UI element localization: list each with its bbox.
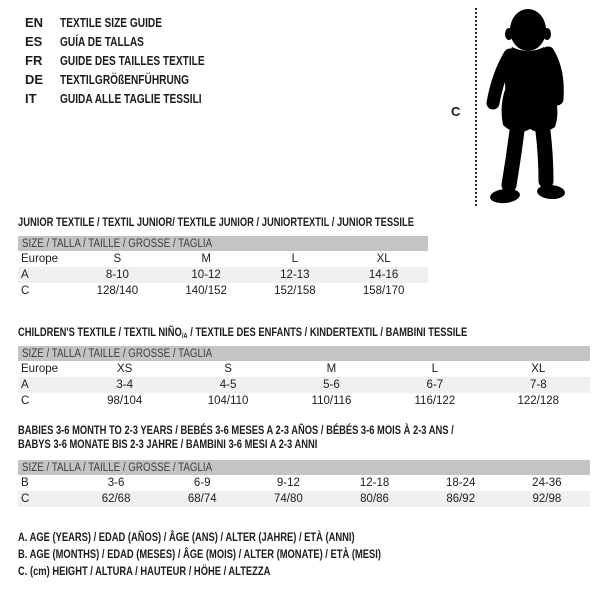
lang-row-de (25, 70, 245, 89)
footnote-b-text: B. AGE (MONTHS) / EDAD (MESES) / ÂGE (MOIS) / ALTER (MONATE) / ETÀ (MESI) (18, 547, 381, 561)
table-cell: 158/170 (362, 285, 405, 297)
height-marker-line (475, 8, 477, 206)
height-marker-label: C (451, 104, 461, 119)
table-cell: Europe (21, 363, 59, 375)
table-cell: 9-12 (276, 477, 300, 489)
lang-code: DE (25, 72, 44, 87)
table-cell: 86/92 (418, 491, 504, 507)
table-cell: 14-16 (339, 267, 428, 283)
babies-table-title (18, 423, 577, 451)
table-cell: 104/110 (207, 395, 249, 407)
table-cell: 6-7 (383, 377, 486, 393)
footnote-b (18, 546, 483, 563)
language-guide (25, 13, 245, 108)
lang-code: IT (25, 91, 37, 106)
table-cell: 122/128 (517, 395, 560, 407)
lang-code: ES (25, 34, 43, 49)
footnote-c-text: C. (cm) HEIGHT / ALTURA / HAUTEUR / HÖHE / ALTEZZA (18, 564, 271, 578)
table-cell: 6-9 (193, 477, 211, 489)
table-cell: 68/74 (159, 491, 245, 507)
babies-table-title-line1: BABIES 3-6 MONTH TO 2-3 YEARS / BEBÉS 3-6 MESES A 2-3 AÑOS / BÉBÉS 3-6 MOIS À 2-3 ANS / (18, 423, 454, 437)
table-cell: 98/104 (107, 395, 143, 407)
lang-row-it (25, 89, 245, 108)
table-cell: L (431, 363, 439, 375)
footnotes (18, 529, 483, 580)
table-cell: XL (376, 253, 391, 265)
lang-label: TEXTILGRÖßENFÜHRUNG (60, 72, 190, 87)
toddler-silhouette-icon (482, 5, 582, 207)
table-cell: 140/152 (185, 285, 227, 297)
table-cell: 62/68 (73, 491, 159, 507)
table-cell: M (326, 363, 337, 375)
footnote-a-text: A. AGE (YEARS) / EDAD (AÑOS) / ÂGE (ANS) / ALTER (JAHRE) / ETÀ (ANNI) (18, 530, 355, 544)
table-cell: 3-6 (107, 477, 125, 489)
size-header-label: SIZE / TALLA / TAILLE / GRÖSSE / TAGLIA (22, 237, 213, 250)
table-cell: C (21, 395, 30, 407)
children-title-pre: CHILDREN'S TEXTILE / TEXTIL NIÑO (18, 325, 182, 339)
babies-size-table (18, 460, 590, 507)
table-cell: XS (117, 363, 133, 375)
table-cell: 12-18 (359, 477, 390, 489)
table-row (18, 475, 590, 491)
children-title-post: / TEXTILE DES ENFANTS / KINDERTEXTIL / BAMBINI TESSILE (187, 325, 468, 339)
table-cell: A (18, 267, 73, 283)
junior-table-title-text: JUNIOR TEXTILE / TEXTIL JUNIOR/ TEXTILE JUNIOR / JUNIORTEXTIL / JUNIOR TESSILE (18, 215, 414, 229)
table-cell: C (18, 491, 73, 507)
lang-label: GUÍA DE TALLAS (60, 34, 144, 49)
lang-label: TEXTILE SIZE GUIDE (60, 15, 162, 30)
children-table-title-text (18, 325, 467, 343)
table-cell: 152/158 (274, 285, 316, 297)
table-row (18, 377, 590, 393)
table-cell: 80/86 (331, 491, 417, 507)
lang-label: GUIDA ALLE TAGLIE TESSILI (60, 91, 202, 106)
footnote-a (18, 529, 483, 546)
table-cell: 5-6 (280, 377, 383, 393)
footnote-c (18, 563, 483, 580)
table-row (18, 361, 590, 377)
size-header-label: SIZE / TALLA / TAILLE / GRÖSSE / TAGLIA (22, 461, 213, 474)
table-cell: 18-24 (445, 477, 476, 489)
table-row (18, 393, 590, 409)
children-size-table (18, 346, 590, 409)
table-cell: Europe (21, 253, 59, 265)
table-row (18, 283, 428, 299)
size-header-bar (18, 460, 590, 475)
table-cell: L (291, 253, 299, 265)
table-cell: 110/116 (311, 395, 352, 407)
table-row (18, 491, 590, 507)
table-cell: 4-5 (176, 377, 279, 393)
table-cell: 7-8 (487, 377, 590, 393)
lang-row-fr (25, 51, 245, 70)
size-header-bar (18, 236, 428, 251)
table-cell: 92/98 (504, 491, 590, 507)
babies-table-title-line2: BABYS 3-6 MONATE BIS 2-3 JAHRE / BAMBINI 3-6 MESI A 2-3 ANNI (18, 437, 318, 451)
junior-size-table (18, 236, 428, 299)
table-cell: 128/140 (96, 285, 139, 297)
lang-label: GUIDE DES TAILLES TEXTILE (60, 53, 205, 68)
table-row (18, 251, 428, 267)
size-header-bar (18, 346, 590, 361)
table-cell: S (113, 253, 122, 265)
size-header-label: SIZE / TALLA / TAILLE / GRÖSSE / TAGLIA (22, 347, 213, 360)
lang-code: EN (25, 15, 44, 30)
table-cell: XL (531, 363, 546, 375)
table-cell: 116/122 (414, 395, 456, 407)
table-cell: M (201, 253, 211, 265)
table-cell: S (224, 363, 232, 375)
lang-row-es (25, 32, 245, 51)
table-cell: 3-4 (73, 377, 176, 393)
table-cell: 8-10 (73, 267, 162, 283)
table-cell: B (21, 477, 29, 489)
table-cell: 12-13 (251, 267, 340, 283)
table-row (18, 267, 428, 283)
junior-table-title (18, 215, 526, 229)
table-cell: A (18, 377, 73, 393)
table-cell: 24-36 (532, 477, 562, 489)
table-cell: 10-12 (162, 267, 251, 283)
children-title-sub: /A (181, 331, 188, 340)
lang-code: FR (25, 53, 43, 68)
children-table-title (18, 325, 594, 343)
lang-row-en (25, 13, 245, 32)
table-cell: 74/80 (245, 491, 331, 507)
table-cell: C (21, 285, 30, 297)
